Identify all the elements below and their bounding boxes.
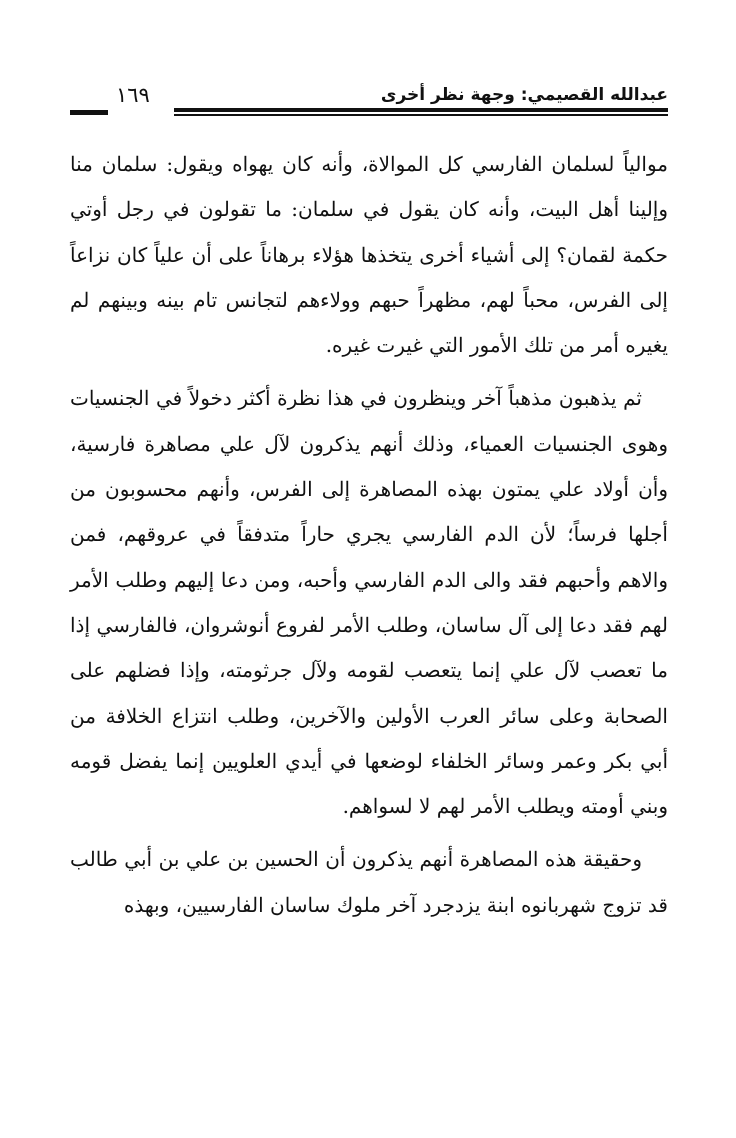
running-header-title: عبدالله القصيمي: وجهة نظر أخرى <box>380 85 668 105</box>
body-text <box>70 142 668 928</box>
header-rule-thick <box>174 108 668 112</box>
header-rule-left <box>70 110 108 115</box>
paragraph-2: ثم يذهبون مذهباً آخر وينظرون في هذا نظرة أكثر دخولاً في الجنسيات وهوى الجنسيات العمياء، وذلك أنهم يذكرون لآل علي مصاهرة فارسية، وأن أولاد علي يمتون بهذه المصاهرة إلى الفرس، وأنهم محسوبون من أجلها فرساً؛ لأن الدم الفارسي يجري حاراً متدفقاً في عروقهم، فمن والاهم وأحبهم فقد والى الدم الفارسي وأحبه، ومن دعا إليهم وطلب الأمر لهم فقد دعا إلى آل ساسان، وطلب الأمر لفروع أنوشروان، فالفارسي إذا ما تعصب لآل علي إنما يتعصب لقومه ولآل جرثومته، وإذا فضلهم على الصحابة وعلى سائر العرب الأولين والآخرين، وطلب انتزاع الخلافة من أبي بكر وعمر وسائر الخلفاء لوضعها في أيدي العلويين إنما يفضل قومه وبني أومته ويطلب الأمر لهم لا لسواهم. <box>70 386 669 819</box>
paragraph-3: وحقيقة هذه المصاهرة أنهم يذكرون أن الحسين بن علي بن أبي طالب قد تزوج شهربانوه ابنة يزدجرد آخر ملوك ساسان الفارسيين، وبهذه <box>70 847 668 917</box>
running-header <box>70 84 668 124</box>
header-rule-thin <box>174 114 668 116</box>
page-number: ١٦٩ <box>116 83 150 107</box>
paragraph-1: موالياً لسلمان الفارسي كل الموالاة، وأنه كان يهواه ويقول: سلمان منا وإلينا أهل البيت، وأنه كان يقول في سلمان: ما تقولون في رجل أوتي حكمة لقمان؟ إلى أشياء أخرى يتخذها هؤلاء برهاناً على أن علياً كان نزاعاً إلى الفرس، محباً لهم، مظهراً حبهم وولاءهم لتجانس تام بينه وبينهم لم يغيره أمر من تلك الأمور التي غيرت غيره. <box>70 152 668 358</box>
